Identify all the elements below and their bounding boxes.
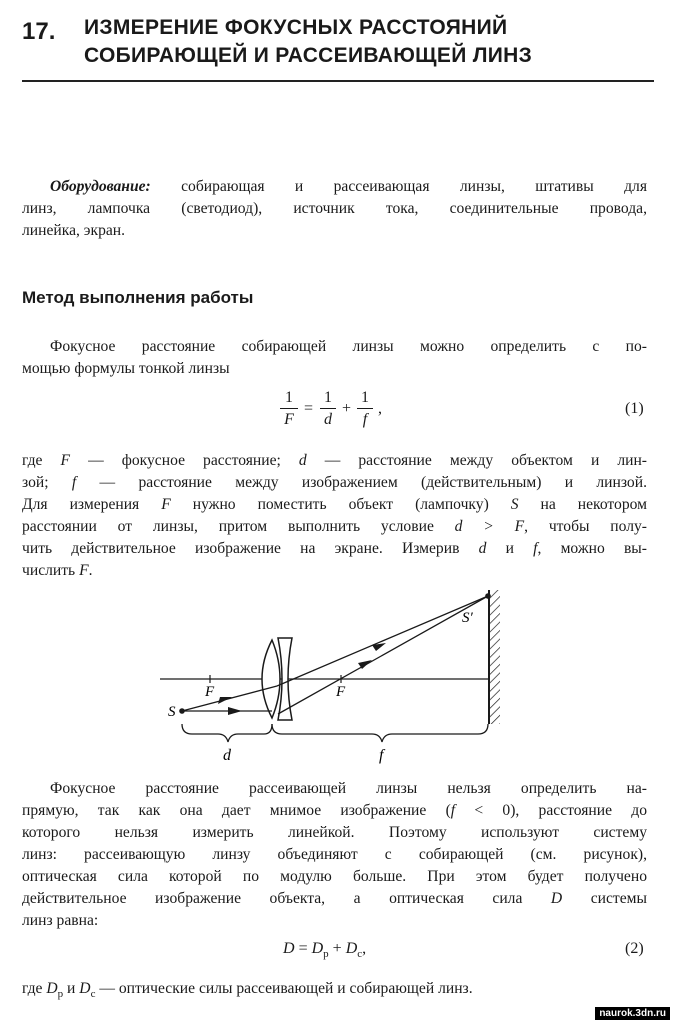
equipment-line: линз, лампочка (светодиод), источник тока, соединительные провода, <box>22 200 647 217</box>
arrow-marker <box>228 707 242 715</box>
equipment-paragraph <box>22 176 647 242</box>
definitions-paragraph: где F — фокусное расстояние; d — расстояние между объектом и лин- зой; f — расстояние между изображением (действительным) и линзой. Для измерения F нужно поместить объект (лампочку) S на некотором расстоянии от линзы, притом выполнить условие d > F, чтобы полу- чить действительное изображение на экране. Измерив d и f, можно вы- числить F. <box>22 452 648 579</box>
method-paragraph: Фокусное расстояние собирающей линзы можно определить с по- мощью формулы тонкой линзы <box>22 338 647 377</box>
image-point <box>485 593 491 599</box>
label-S-prime: S′ <box>462 610 473 626</box>
equation-number-2: (2) <box>625 940 644 957</box>
fraction-1-over-f: 1 f <box>357 388 373 429</box>
label-f: f <box>379 747 384 764</box>
converging-lens <box>262 640 280 718</box>
diverging-lens-paragraph: Фокусное расстояние рассеивающей линзы нельзя определить на- прямую, так как она дает мнимое изображение (f < 0), расстояние до которого нельзя измерить линейкой. Поэтому используют систему линз: рассеивающую линзу объединяют с собирающей (см. рисунок), оптическая сила которой по модулю больше. При этом будет получено действительное изображение объекта, а оптическая сила D системы линз равна: <box>22 780 647 929</box>
chapter-title <box>84 14 532 70</box>
brace-d <box>182 724 272 742</box>
equation-number-1: (1) <box>625 400 644 417</box>
header-rule <box>22 80 654 82</box>
fraction-1-over-d: 1 d <box>320 388 336 429</box>
lens-system-diagram <box>160 588 520 773</box>
equipment-label: Оборудование: <box>50 178 151 195</box>
label-F-right: F <box>336 684 346 700</box>
ray-upper <box>182 686 277 711</box>
ray-lower-refracted <box>278 596 488 714</box>
equipment-line: линейка, экран. <box>22 222 126 239</box>
screen-hatching <box>490 590 500 724</box>
label-d: d <box>223 747 231 764</box>
ray-upper-refracted <box>277 596 488 686</box>
arrow-marker <box>218 697 232 704</box>
chapter-title-line1: ИЗМЕРЕНИЕ ФОКУСНЫХ РАССТОЯНИЙ <box>84 16 508 39</box>
thin-lens-formula: 1 F = 1 d + 1 f , (1) <box>0 388 676 438</box>
optical-power-formula: $D = D_р + D_с$, (2) <box>283 940 644 961</box>
chapter-title-line2: СОБИРАЮЩЕЙ И РАССЕИВАЮЩЕЙ ЛИНЗ <box>84 44 533 67</box>
section-title: Метод выполнения работы <box>22 288 254 307</box>
watermark: naurok.3dn.ru <box>595 1007 670 1020</box>
power-definitions: где $D_р$ и $D_с$ — оптические силы рассеивающей и собирающей линз. <box>22 980 473 1001</box>
fraction-1-over-F: 1 F <box>280 388 298 429</box>
chapter-number: 17. <box>22 18 56 45</box>
label-S: S <box>168 704 176 720</box>
equipment-line: Оборудование: собирающая и рассеивающая линзы, штативы для <box>50 178 647 195</box>
label-F-left: F <box>205 684 215 700</box>
brace-f <box>272 724 488 742</box>
source-point <box>179 708 185 714</box>
